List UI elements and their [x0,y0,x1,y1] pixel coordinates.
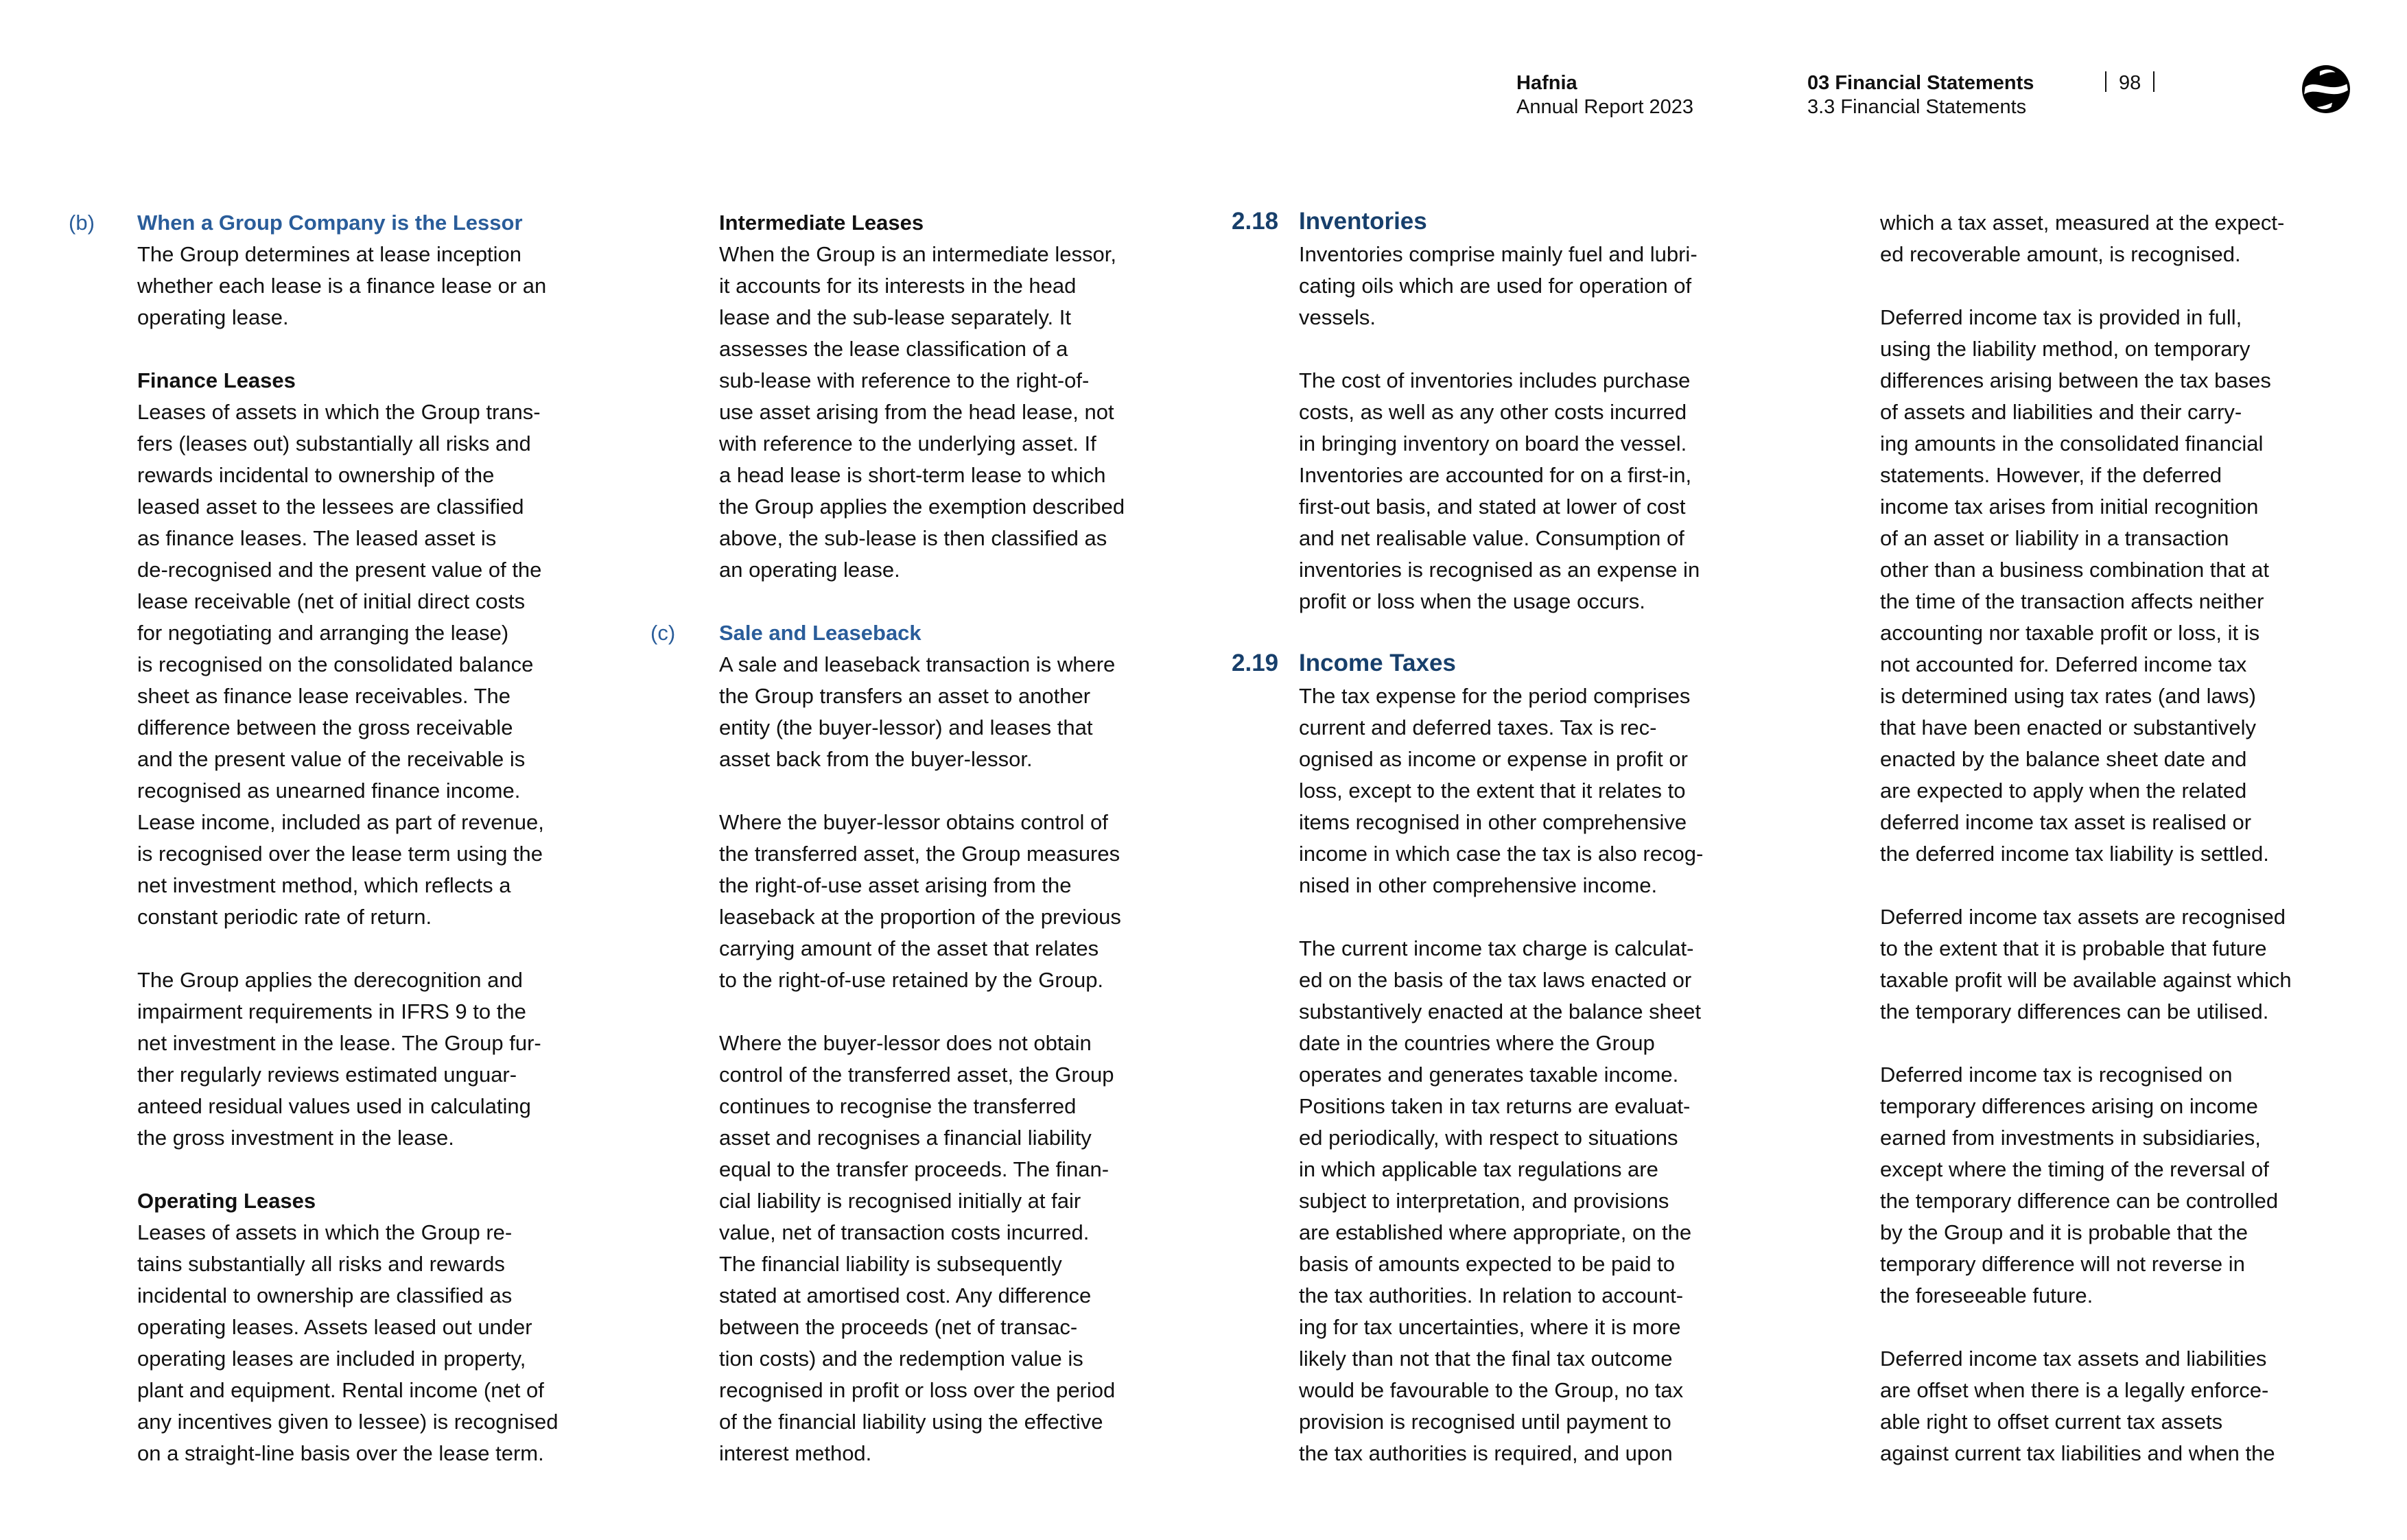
text-line: leaseback at the proportion of the previous [719,905,1121,929]
text-line: Where the buyer-lessor obtains control of [719,810,1108,834]
text-line: Deferred income tax assets and liabilities [1880,1347,2267,1371]
text-line: substantively enacted at the balance sheet [1299,999,1701,1023]
text-line: Where the buyer-lessor does not obtain [719,1031,1092,1055]
column-2 [650,207,1125,1469]
section-number: 2.18 [1232,208,1279,235]
text-line: the foreseeable future. [1880,1283,2093,1307]
text-line: ing for tax uncertainties, where it is more [1299,1315,1681,1339]
text-line: not accounted for. Deferred income tax [1880,652,2247,676]
text-line: as finance leases. The leased asset is [137,526,497,550]
text-line: differences arising between the tax bases [1880,368,2271,392]
text-line: between the proceeds (net of transac- [719,1315,1078,1339]
text-line: on a straight-line basis over the lease term. [137,1441,544,1465]
sale-leaseback-paragraph-1 [650,649,1125,775]
text-line: is recognised on the consolidated balance [137,652,534,676]
text-line: using the liability method, on temporary [1880,337,2251,361]
text-line: impairment requirements in IFRS 9 to the [137,999,526,1023]
text-line: constant periodic rate of return. [137,905,432,929]
deferred-tax-paragraph-5 [1880,1343,2292,1469]
text-line: Inventories comprise mainly fuel and lubri- [1299,242,1698,266]
text-line: rewards incidental to ownership of the [137,463,495,487]
text-line: the Group applies the exemption described [719,495,1125,519]
text-line: recognised as unearned finance income. [137,779,521,803]
text-line: other than a business combination that at [1880,558,2269,582]
text-line: to the right-of-use retained by the Group. [719,968,1104,992]
subchapter-title: 3.3 Financial Statements [1807,96,2027,118]
text-line: When the Group is an intermediate lessor, [719,242,1116,266]
text-line: which a tax asset, measured at the expect- [1880,211,2285,235]
text-line: equal to the transfer proceeds. The finan- [719,1157,1109,1181]
text-line: lease and the sub-lease separately. It [719,305,1071,329]
text-line: operates and generates taxable income. [1299,1063,1679,1087]
text-line: difference between the gross receivable [137,715,513,739]
text-line: assesses the lease classification of a [719,337,1068,361]
text-line: The tax expense for the period comprises [1299,684,1691,708]
text-line: the temporary difference can be controlled [1880,1189,2279,1213]
text-line: fers (leases out) substantially all risks and [137,431,531,455]
text-line: anteed residual values used in calculating [137,1094,531,1118]
text-line: it accounts for its interests in the head [719,274,1077,298]
text-line: to the extent that it is probable that future [1880,936,2267,960]
text-line: income in which case the tax is also recog- [1299,842,1704,866]
text-line: current and deferred taxes. Tax is rec- [1299,715,1657,739]
text-line: de-recognised and the present value of the [137,558,542,582]
text-line: The Group applies the derecognition and [137,968,523,992]
text-line: is determined using tax rates (and laws) [1880,684,2256,708]
text-line: entity (the buyer-lessor) and leases that [719,715,1093,739]
text-line: the time of the transaction affects neither [1880,589,2264,613]
section-number: 2.19 [1232,650,1279,676]
text-line: above, the sub-lease is then classified as [719,526,1107,550]
text-line: the transferred asset, the Group measures [719,842,1120,866]
text-line: accounting nor taxable profit or loss, it is [1880,621,2260,645]
text-line: Deferred income tax assets are recognised [1880,905,2286,929]
text-line: earned from investments in subsidiaries, [1880,1126,2261,1150]
text-line: subject to interpretation, and provisions [1299,1189,1669,1213]
income-taxes-paragraph-2 [1232,933,1703,1469]
operating-leases-paragraph [69,1217,558,1469]
text-line: in bringing inventory on board the vessel. [1299,431,1687,455]
text-line: asset back from the buyer-lessor. [719,747,1033,771]
text-line: profit or loss when the usage occurs. [1299,589,1645,613]
finance-leases-heading: Finance Leases [137,368,296,392]
inventories-paragraph-2 [1232,365,1703,617]
finance-leases-paragraph-2 [69,964,558,1154]
text-line: are expected to apply when the related [1880,779,2247,803]
text-line: except where the timing of the reversal of [1880,1157,2269,1181]
text-line: of an asset or liability in a transaction [1880,526,2229,550]
text-line: date in the countries where the Group [1299,1031,1655,1055]
text-line: an operating lease. [719,558,900,582]
text-line: inventories is recognised as an expense in [1299,558,1700,582]
subsection-title: Sale and Leaseback [719,621,921,645]
page-number: 98 [2119,72,2141,94]
text-line: temporary differences arising on income [1880,1094,2258,1118]
text-line: Leases of assets in which the Group trans- [137,400,541,424]
text-line: items recognised in other comprehensive [1299,810,1687,834]
text-line: net investment method, which reflects a [137,873,511,897]
subsection-label: (b) [69,211,95,235]
text-line: tion costs) and the redemption value is [719,1347,1083,1371]
text-line: in which applicable tax regulations are [1299,1157,1658,1181]
section-title: Inventories [1299,208,1427,235]
inventories-paragraph-1 [1232,239,1703,333]
text-line: sub-lease with reference to the right-of- [719,368,1090,392]
text-line: The current income tax charge is calculat- [1299,936,1694,960]
subsection-label: (c) [650,621,676,645]
income-taxes-paragraph-1 [1232,680,1703,901]
text-line: the right-of-use asset arising from the [719,873,1072,897]
text-line: lease receivable (net of initial direct costs [137,589,526,613]
divider [2153,71,2154,92]
column-1 [69,207,558,1469]
text-line: tains substantially all risks and rewards [137,1252,505,1276]
sale-leaseback-paragraph-3 [650,1028,1125,1469]
header-company-block [1516,71,1693,119]
text-line: of assets and liabilities and their carry- [1880,400,2242,424]
text-line: statements. However, if the deferred [1880,463,2222,487]
text-line: stated at amortised cost. Any difference [719,1283,1092,1307]
intermediate-leases-paragraph [650,239,1125,586]
text-line: of the financial liability using the effective [719,1410,1103,1434]
text-line: incidental to ownership are classified as [137,1283,513,1307]
text-line: income tax arises from initial recognition [1880,495,2259,519]
text-line: by the Group and it is probable that the [1880,1220,2248,1244]
text-line: Deferred income tax is recognised on [1880,1063,2233,1087]
text-line: is recognised over the lease term using the [137,842,543,866]
text-line: ed recoverable amount, is recognised. [1880,242,2241,266]
text-line: control of the transferred asset, the Group [719,1063,1114,1087]
text-line: a head lease is short-term lease to which [719,463,1106,487]
text-line: that have been enacted or substantively [1880,715,2257,739]
text-line: asset and recognises a financial liability [719,1126,1092,1150]
text-line: the tax authorities. In relation to account- [1299,1283,1684,1307]
lessor-intro-paragraph [69,239,558,333]
text-line: leased asset to the lessees are classified [137,495,524,519]
text-line: temporary difference will not reverse in [1880,1252,2245,1276]
text-line: value, net of transaction costs incurred. [719,1220,1090,1244]
text-line: Positions taken in tax returns are evaluat- [1299,1094,1691,1118]
text-line: The financial liability is subsequently [719,1252,1062,1276]
subsection-title: When a Group Company is the Lessor [137,211,523,235]
text-line: the deferred income tax liability is settled. [1880,842,2269,866]
text-line: the tax authorities is required, and upon [1299,1441,1673,1465]
text-line: and the present value of the receivable is [137,747,526,771]
text-line: and net realisable value. Consumption of [1299,526,1684,550]
text-line: the Group transfers an asset to another [719,684,1091,708]
intermediate-leases-heading: Intermediate Leases [719,211,924,235]
deferred-tax-paragraph-1 [1880,207,2292,270]
column-3 [1232,207,1703,1469]
text-line: deferred income tax asset is realised or [1880,810,2252,834]
text-line: for negotiating and arranging the lease) [137,621,509,645]
text-line: taxable profit will be available against which [1880,968,2292,992]
header-section-block [1807,71,2034,119]
text-line: the gross investment in the lease. [137,1126,454,1150]
subsection-heading-c [650,617,1125,649]
text-line: operating lease. [137,305,289,329]
text-line: recognised in profit or loss over the period [719,1378,1116,1402]
text-line: The Group determines at lease inception [137,242,522,266]
text-line: enacted by the balance sheet date and [1880,747,2247,771]
section-heading-2-18 [1232,207,1703,239]
text-line: operating leases. Assets leased out under [137,1315,532,1339]
text-line: sheet as finance lease receivables. The [137,684,510,708]
text-line: the temporary differences can be utilised. [1880,999,2269,1023]
text-line: ing amounts in the consolidated financial [1880,431,2264,455]
text-line: ther regularly reviews estimated unguar- [137,1063,517,1087]
text-line: vessels. [1299,305,1376,329]
text-line: A sale and leaseback transaction is where [719,652,1116,676]
column-4 [1880,207,2292,1469]
subsection-heading-b [69,207,558,239]
operating-leases-heading: Operating Leases [137,1189,316,1213]
text-line: net investment in the lease. The Group fur- [137,1031,541,1055]
hafnia-logo-icon [2300,63,2352,115]
text-line: Lease income, included as part of revenue, [137,810,544,834]
text-line: ed periodically, with respect to situations [1299,1126,1678,1150]
text-line: with reference to the underlying asset. If [719,431,1096,455]
text-line: cial liability is recognised initially at fair [719,1189,1081,1213]
text-line: ed on the basis of the tax laws enacted or [1299,968,1692,992]
text-line: operating leases are included in property, [137,1347,526,1371]
text-line: Leases of assets in which the Group re- [137,1220,513,1244]
text-line: whether each lease is a finance lease or an [137,274,547,298]
section-title: Income Taxes [1299,650,1456,676]
text-line: cating oils which are used for operation of [1299,274,1692,298]
text-line: carrying amount of the asset that relates [719,936,1099,960]
section-heading-2-19 [1232,649,1703,680]
text-line: basis of amounts expected to be paid to [1299,1252,1676,1276]
report-title: Annual Report 2023 [1516,96,1693,118]
text-line: are offset when there is a legally enforce- [1880,1378,2269,1402]
text-line: Deferred income tax is provided in full, [1880,305,2242,329]
deferred-tax-paragraph-2 [1880,302,2292,870]
text-line: ognised as income or expense in profit or [1299,747,1688,771]
text-line: able right to offset current tax assets [1880,1410,2223,1434]
text-line: against current tax liabilities and when the [1880,1441,2275,1465]
chapter-title: 03 Financial Statements [1807,72,2034,94]
text-line: likely than not that the final tax outcome [1299,1347,1673,1371]
text-line: costs, as well as any other costs incurred [1299,400,1687,424]
sale-leaseback-paragraph-2 [650,807,1125,996]
text-line: plant and equipment. Rental income (net of [137,1378,544,1402]
text-line: continues to recognise the transferred [719,1094,1077,1118]
text-line: first-out basis, and stated at lower of cost [1299,495,1686,519]
text-line: Inventories are accounted for on a first-in, [1299,463,1692,487]
page-number-box [2105,71,2154,95]
company-name: Hafnia [1516,72,1577,94]
text-line: loss, except to the extent that it relates to [1299,779,1686,803]
text-line: interest method. [719,1441,872,1465]
text-line: would be favourable to the Group, no tax [1299,1378,1684,1402]
text-line: provision is recognised until payment to [1299,1410,1671,1434]
finance-leases-paragraph-1 [69,396,558,933]
deferred-tax-paragraph-3 [1880,901,2292,1028]
text-line: The cost of inventories includes purchase [1299,368,1691,392]
text-line: use asset arising from the head lease, not [719,400,1114,424]
text-line: any incentives given to lessee) is recognised [137,1410,559,1434]
deferred-tax-paragraph-4 [1880,1059,2292,1312]
text-line: are established where appropriate, on the [1299,1220,1692,1244]
text-line: nised in other comprehensive income. [1299,873,1658,897]
